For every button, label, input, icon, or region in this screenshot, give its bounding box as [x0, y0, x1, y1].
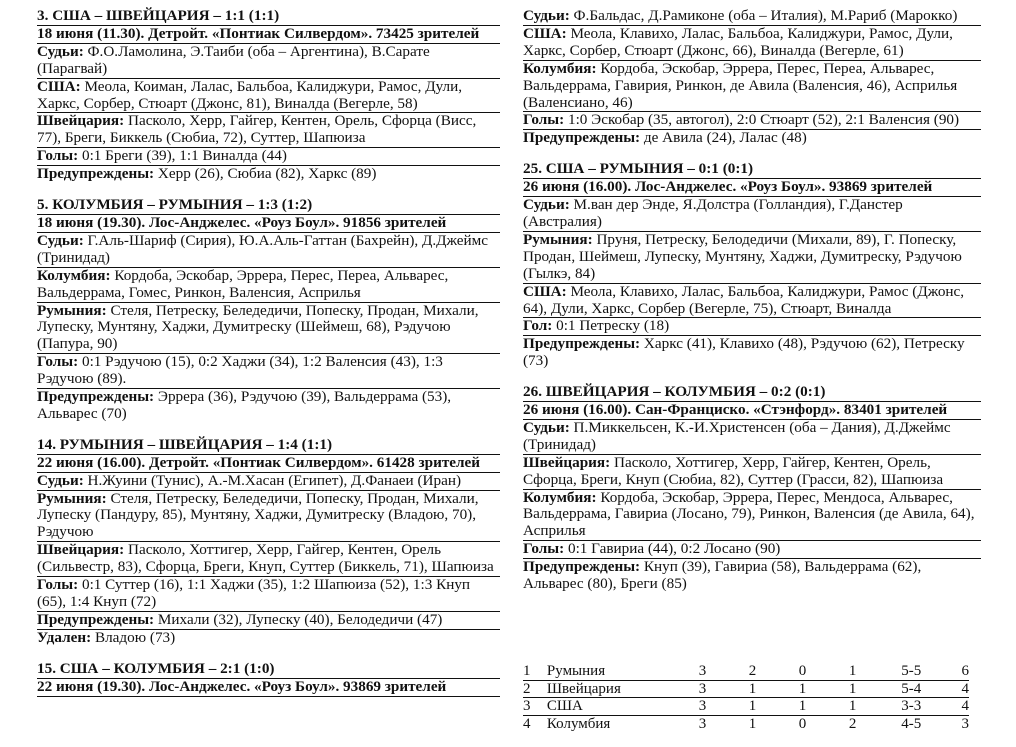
field-label: Судьи: [523, 418, 570, 436]
field-label: Швейцария: [523, 453, 611, 471]
field-label: Румыния: [37, 489, 107, 507]
match-info: 26 июня (16.00). Лос-Анджелес. «Роуз Боул». 93869 зрителей [523, 179, 981, 197]
group-standings-table [523, 663, 969, 732]
table-cell: 1 [778, 680, 828, 698]
match-block [37, 197, 500, 423]
lineup-line [523, 232, 981, 284]
table-cell: 4 [523, 715, 531, 732]
field-value: 0:1 Суттер (16), 1:1 Хаджи (35), 1:2 Шапюиза (52), 1:3 Кнуп (65), 1:4 Кнуп (72) [37, 576, 471, 610]
match-block-continued [523, 8, 981, 147]
lineup-line [37, 542, 500, 577]
match-block [523, 384, 981, 593]
field-value: Кордоба, Эскобар, Эррера, Перес, Переа, Альварес, Вальдеррама, Гавирия, Ринкон, де Авила (Валенсия, 46), Асприлья (Валенсиано, 46) [523, 59, 958, 111]
goals-line [37, 577, 500, 612]
field-label: Голы: [523, 111, 565, 129]
right-column [523, 8, 981, 593]
field-label: Гол: [523, 317, 553, 335]
field-value: Пруня, Петреску, Белодедичи (Михали, 89), Г. Попеску, Продан, Шеймеш, Лупеску, Мунтяну, Хаджи, Думитреску, Рэдучою (Гылкэ, 84) [523, 230, 962, 282]
field-value: П.Миккельсен, К.-И.Христенсен (оба – Дания), Д.Джеймс (Тринидад) [523, 418, 951, 453]
referees-line [523, 197, 981, 232]
lineup-line [37, 113, 500, 148]
match-info: 26 июня (16.00). Сан-Франциско. «Стэнфорд». 83401 зрителей [523, 402, 981, 420]
table-cell: 3 [677, 663, 727, 680]
match-info: 22 июня (16.00). Детройт. «Понтиак Силвердом». 61428 зрителей [37, 455, 500, 473]
field-value: 0:1 Рэдучою (15), 0:2 Хаджи (34), 1:2 Валенсия (43), 1:3 Рэдучою (89). [37, 353, 443, 388]
match-title: 15. США – КОЛУМБИЯ – 2:1 (1:0) [37, 661, 500, 679]
field-label: Судьи: [37, 471, 84, 489]
field-label: Колумбия: [523, 59, 597, 77]
table-cell: 4 [945, 680, 969, 698]
table-cell: Швейцария [547, 680, 678, 698]
field-label: США: [37, 77, 81, 95]
cautions-line [523, 130, 981, 147]
field-value: Ф.О.Ламолина, Э.Таиби (оба – Аргентина), В.Сарате (Парагвай) [37, 42, 430, 77]
field-value: Владою (73) [94, 628, 176, 646]
table-cell: 3 [677, 680, 727, 698]
field-value: Херр (26), Сюбиа (82), Харкс (89) [157, 165, 377, 183]
field-value: 0:1 Петреску (18) [556, 317, 670, 335]
field-label: Судьи: [37, 42, 84, 60]
field-label: Предупреждены: [37, 165, 155, 183]
field-value: Стеля, Петреску, Беледедичи, Попеску, Продан, Михали, Лупеску (Пандуру, 85), Мунтяну, Хаджи, Думитреску (Владою, 70), Рэдучою [37, 489, 479, 541]
field-label: Голы: [37, 147, 79, 165]
match-title: 3. США – ШВЕЙЦАРИЯ – 1:1 (1:1) [37, 8, 500, 26]
field-value: Михали (32), Лупеску (40), Белодедичи (47) [157, 610, 443, 628]
match-block [37, 661, 500, 697]
match-title: 26. ШВЕЙЦАРИЯ – КОЛУМБИЯ – 0:2 (0:1) [523, 384, 981, 402]
table-cell: 2 [523, 680, 547, 698]
table-row [523, 663, 969, 680]
field-value: Кордоба, Эскобар, Эррера, Перес, Мендоса, Альварес, Вальдеррама, Гавириа (Лосано, 79), Ринкон, Валенсия (де Авила, 64), Асприлья [523, 488, 975, 540]
table-cell: 4 [945, 698, 969, 716]
table-cell: Колумбия [546, 715, 611, 732]
referees-line [523, 420, 981, 455]
table-cell: 1 [727, 698, 777, 716]
goals-line [37, 354, 500, 389]
field-value: 0:1 Гавириа (44), 0:2 Лосано (90) [567, 540, 781, 558]
table-cell: 3 [961, 715, 969, 732]
field-value: Меола, Коиман, Лалас, Бальбоа, Калиджури, Рамос, Дули, Харкс, Сорбер, Стюарт (Джонс, 81), Виналда (Вегерле, 58) [37, 77, 463, 112]
lineup-line [523, 284, 981, 319]
table-cell: Румыния [547, 663, 678, 680]
field-label: Удален: [37, 628, 92, 646]
lineup-line [37, 491, 500, 543]
field-label: Предупреждены: [523, 335, 641, 353]
field-value: де Авила (24), Лалас (48) [643, 129, 807, 147]
cautions-line [523, 559, 981, 593]
lineup-line [523, 455, 981, 490]
match-title: 5. КОЛУМБИЯ – РУМЫНИЯ – 1:3 (1:2) [37, 197, 500, 215]
field-value: Кнуп (39), Гавириа (58), Вальдеррама (62), Альварес (80), Бреги (85) [523, 558, 922, 593]
lineup-line [523, 61, 981, 113]
field-label: Швейцария: [37, 541, 125, 559]
match-block [37, 8, 500, 183]
lineup-line [37, 268, 500, 303]
field-label: Голы: [37, 576, 79, 594]
goals-line [37, 148, 500, 166]
table-cell: 1 [523, 663, 547, 680]
field-label: Голы: [523, 540, 565, 558]
table-row [523, 698, 969, 716]
cautions-line [37, 389, 500, 423]
table-cell: 5-5 [878, 663, 945, 680]
match-title: 14. РУМЫНИЯ – ШВЕЙЦАРИЯ – 1:4 (1:1) [37, 437, 500, 455]
field-value: Ф.Бальдас, Д.Рамиконе (оба – Италия), М.Рариб (Марокко) [573, 7, 958, 24]
field-value: М.ван дер Энде, Я.Долстра (Голландия), Г.Данстер (Австралия) [523, 196, 903, 230]
field-value: Стеля, Петреску, Беледедичи, Попеску, Продан, Михали, Лупеску, Мунтяну, Хаджи, Думитреску (Шеймеш, 68), Рэдучою (Папура, 90) [37, 301, 479, 353]
field-label: Судьи: [37, 231, 84, 249]
table-cell: 1 [828, 680, 878, 698]
goals-line [523, 541, 981, 559]
match-title: 25. США – РУМЫНИЯ – 0:1 (0:1) [523, 161, 981, 179]
field-label: Предупреждены: [523, 558, 641, 576]
table-cell: 1 [828, 698, 878, 716]
field-label: Предупреждены: [523, 129, 641, 147]
table-cell: 1 [727, 680, 777, 698]
table-cell: 3 [677, 698, 727, 716]
goals-line [523, 112, 981, 130]
referees-line [523, 8, 981, 26]
field-label: Румыния: [523, 230, 593, 248]
field-value: 0:1 Бреги (39), 1:1 Виналда (44) [81, 147, 287, 165]
match-info: 18 июня (19.30). Лос-Анджелес. «Роуз Боул». 91856 зрителей [37, 215, 500, 233]
field-value: Пасколо, Херр, Гайгер, Кентен, Орель, Сфорца (Висс, 77), Бреги, Биккель (Сюбиа, 72), Суттер, Шапюиза [37, 112, 477, 147]
left-column [37, 8, 500, 697]
table-cell: 3 [523, 698, 547, 716]
match-info: 18 июня (11.30). Детройт. «Понтиак Силвердом». 73425 зрителей [37, 26, 500, 44]
field-value: Н.Жуини (Тунис), А.-М.Хасан (Египет), Д.Фанаеи (Иран) [87, 471, 462, 489]
field-label: Румыния: [37, 301, 107, 319]
field-label: Предупреждены: [37, 388, 155, 406]
field-value: Кордоба, Эскобар, Эррера, Перес, Переа, Альварес, Вальдеррама, Гомес, Ринкон, Валенсия, Асприлья [37, 266, 449, 301]
table-cell: 3-3 [878, 698, 945, 716]
field-label: Судьи: [523, 7, 570, 24]
field-label: США: [523, 24, 567, 42]
field-value: Пасколо, Хоттигер, Херр, Гайгер, Кентен, Орель (Сильвестр, 83), Сфорца, Бреги, Кнуп, Суттер (Биккель, 71), Шапюиза [37, 541, 494, 576]
table-cell: 0 [778, 663, 828, 680]
field-value: Пасколо, Хоттигер, Херр, Гайгер, Кентен, Орель, Сфорца, Бреги, Кнуп (Сюбиа, 82), Суттер (Грасси, 82), Шапюиза [523, 453, 944, 488]
field-value: Эррера (36), Рэдучою (39), Вальдеррама (53), Альварес (70) [37, 388, 452, 422]
field-label: Голы: [37, 353, 79, 371]
field-value: Харкс (41), Клавихо (48), Рэдучою (62), Петреску (73) [523, 335, 965, 370]
table-cell: 0 [798, 715, 807, 732]
field-label: Судьи: [523, 196, 570, 214]
referees-line [37, 44, 500, 79]
referees-line [37, 233, 500, 268]
table-cell: 3 [698, 715, 707, 732]
table-cell: 2 [848, 715, 857, 732]
match-block [523, 161, 981, 370]
field-label: Предупреждены: [37, 610, 155, 628]
table-cell: 1 [778, 698, 828, 716]
table-cell: 1 [748, 715, 757, 732]
match-block [37, 437, 500, 647]
table-cell: 2 [727, 663, 777, 680]
table-cell: 6 [945, 663, 969, 680]
cautions-line [37, 612, 500, 630]
referees-line [37, 473, 500, 491]
field-value: 1:0 Эскобар (35, автогол), 2:0 Стюарт (52), 2:1 Валенсия (90) [567, 111, 960, 129]
lineup-line [523, 490, 981, 542]
table-row [523, 680, 969, 698]
table-cell: 1 [828, 663, 878, 680]
field-label: Колумбия: [37, 266, 111, 284]
field-value: Меола, Клавихо, Лалас, Бальбоа, Калиджури, Рамос (Джонс, 64), Дули, Харкс, Сорбер (Вегерле, 75), Стюарт, Виналда [523, 282, 965, 317]
field-label: Швейцария: [37, 112, 125, 130]
cautions-line [523, 336, 981, 370]
table-cell: США [547, 698, 678, 716]
field-label: США: [523, 282, 567, 300]
goals-line [523, 318, 981, 336]
field-value: Г.Аль-Шариф (Сирия), Ю.А.Аль-Гаттан (Бахрейн), Д.Джеймс (Тринидад) [37, 231, 488, 266]
cautions-line [37, 166, 500, 183]
sent-off-line [37, 630, 500, 647]
lineup-line [37, 79, 500, 114]
field-label: Колумбия: [523, 488, 597, 506]
lineup-line [523, 26, 981, 61]
lineup-line [37, 303, 500, 355]
match-info: 22 июня (19.30). Лос-Анджелес. «Роуз Боул». 93869 зрителей [37, 679, 500, 697]
table-row [523, 715, 969, 732]
field-value: Меола, Клавихо, Лалас, Бальбоа, Калиджури, Рамос, Дули, Харкс, Сорбер, Стюарт (Джонс, 66), Виналда (Вегерле, 61) [523, 24, 953, 59]
table-cell: 4-5 [901, 715, 922, 732]
table-cell: 5-4 [878, 680, 945, 698]
